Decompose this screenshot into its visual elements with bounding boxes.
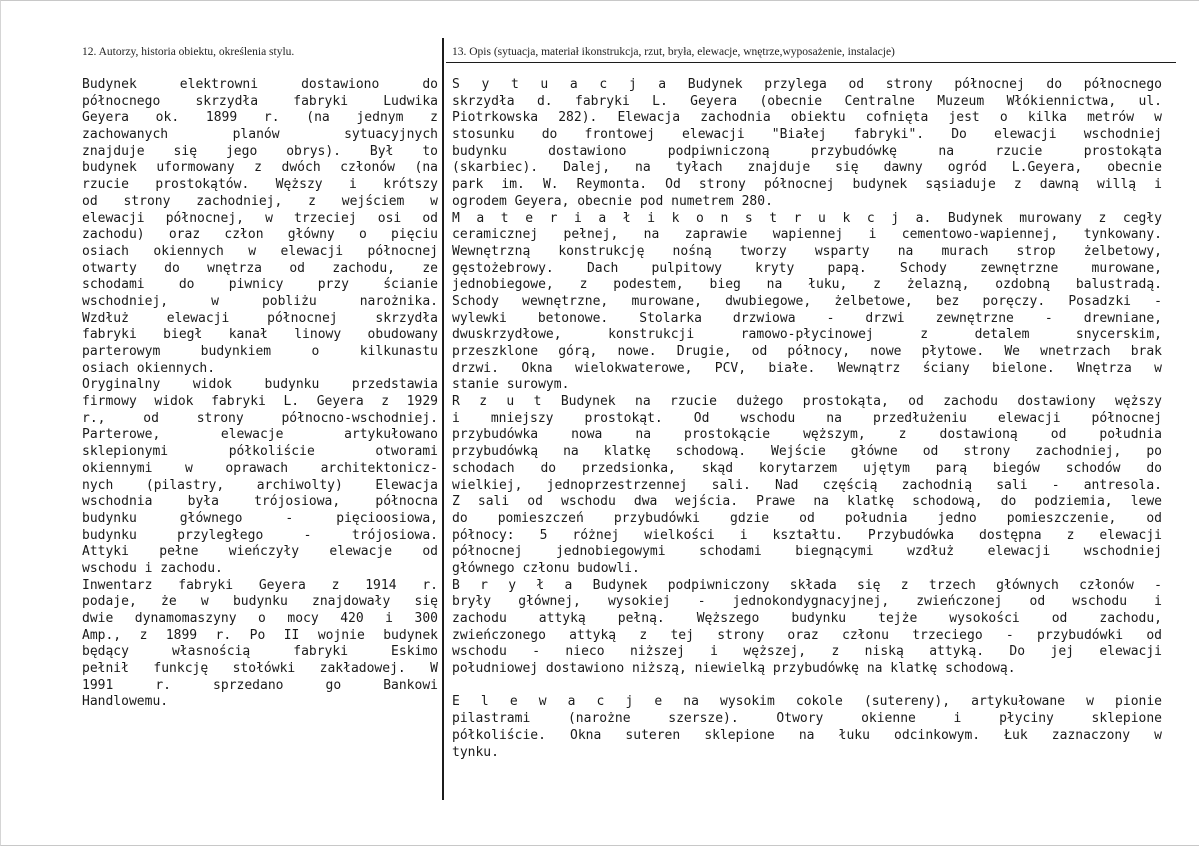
text-line: głównego członu budowli. (452, 560, 640, 576)
text-line: schodach do przedsionka, skąd korytarzem ujętym parą biegów schodów do (452, 460, 1162, 476)
text-line: znajduje się jego obrys). Był to (82, 143, 438, 159)
text-line: nych (pilastry, archiwolty) Elewacja (82, 477, 438, 493)
text-line: Amp., z 1899 r. Po II wojnie budynek (82, 627, 438, 643)
paragraph-gap (452, 678, 1162, 695)
text-line: 1991 r. sprzedano go Bankowi (82, 677, 438, 693)
text-line: dwie dynamomaszyny o mocy 420 i 300 (82, 611, 438, 626)
text-line: ogrodem Geyera, obecnie pod numetrem 280. (452, 193, 773, 209)
text-line: przeszklone górą, nowe. Drugie, od północy, nowe płytowe. We wnetrzach brak (452, 344, 1162, 359)
text-line: północy: 5 różnej wielkości i kształtu. Przybudówka dostępna z elewacji (452, 527, 1162, 543)
text-line: od strony zachodniej, z wejściem w (82, 193, 438, 209)
text-line: osiach okiennych w elewacji północnej (82, 243, 438, 259)
text-line: firmowy widok fabryki L. Geyera z 1929 (82, 394, 438, 410)
text-line: gęstożebrowy. Dach pulpitowy kryty papą. Schody zewnętrzne murowane, (452, 260, 1162, 276)
text-line: dwuskrzydłowe, konstrukcji ramowo-płycinowej z detalem snycerskim, (452, 327, 1162, 343)
header-rule (446, 62, 1176, 63)
text-line: ceramicznej pełnej, na zaprawie wapiennej i cementowo-wapiennej, tynkowany. (452, 227, 1162, 243)
text-line: Handlowemu. (82, 694, 169, 710)
text-line: S y t u a c j a Budynek przylega od strony północnej do północnego (452, 77, 1162, 92)
text-line: Wzdłuż elewacji północnej skrzydła (82, 310, 438, 326)
text-line: południowej dostawiono niższą, niewielką przybudówkę na klatkę schodową. (452, 661, 1016, 677)
text-line: okiennymi w oprawach architektonicz- (82, 460, 438, 476)
text-line: i mniejszy prostokąt. Od wschodu na przedłużeniu elewacji północnej (452, 410, 1162, 426)
section-12-header: 12. Autorzy, historia obiektu, określenia stylu. (82, 46, 295, 58)
text-line: Wewnętrzną konstrukcję nośną tworzy wsparty na murach strop żelbetowy, (452, 243, 1162, 259)
text-line: parterowym budynkiem o kilkunastu (82, 344, 438, 359)
text-line: stanie surowym. (452, 377, 570, 393)
history-text-column (82, 77, 438, 711)
text-line: Budynek elektrowni dostawiono do (82, 77, 438, 92)
text-line: pilastrami (narożne szersze). Otwory okienne i płyciny sklepione (452, 711, 1162, 727)
text-line: północnego skrzydła fabryki Ludwika (82, 93, 438, 109)
text-line: Inwentarz fabryki Geyera z 1914 r. (82, 577, 438, 593)
text-line: bryły głównej, wysokiej - jednokondygnacyjnej, zwieńczonej od wschodu i (452, 594, 1162, 610)
text-line: stosunku do frontowej elewacji "Białej fabryki". Do elewacji wschodniej (452, 127, 1162, 143)
text-line: Oryginalny widok budynku przedstawia (82, 377, 438, 393)
text-line: zachowanych planów sytuacyjnych (82, 127, 438, 143)
text-line: jednobiegowe, z podestem, bieg na łuku, z żelazną, ozdobną balustradą. (452, 277, 1162, 293)
text-line: E l e w a c j e na wysokim cokole (sutereny), artykułowane w pionie (452, 694, 1162, 710)
text-line: Schody wewnętrzne, murowane, dwubiegowe, żelbetowe, bez poręczy. Posadzki - (452, 293, 1162, 309)
section-13-header: 13. Opis (sytuacja, materiał ikonstrukcja, rzut, bryła, elewacje, wnętrze,wyposażenie, instalacje) (452, 46, 895, 58)
text-line: B r y ł a Budynek podpiwniczony składa się z trzech głównych członów - (452, 577, 1162, 593)
text-line: Attyki pełne wieńczyły elewacje od (82, 544, 438, 560)
text-line: zwieńczonego attyką z tej strony oraz członu trzeciego - przybudówki od (452, 627, 1162, 643)
text-line: zachodu attyką pełną. Węższego budynku tejże wysokości od zachodu, (452, 611, 1162, 626)
text-line: podaje, że w budynku znajdowały się (82, 594, 438, 610)
text-line: budynek uformowany z dwóch członów (na (82, 160, 438, 176)
text-line: północnej jednobiegowymi schodami biegnącymi wzdłuż elewacji wschodniej (452, 544, 1162, 560)
text-line: pełnił funkcję stołówki zakładowej. W (82, 661, 438, 677)
text-line: budynku przyległego - trójosiowa. (82, 527, 438, 543)
text-line: schodami do piwnicy przy ścianie (82, 277, 438, 293)
text-line: (skarbiec). Dalej, na tyłach znajduje się dawny ogród L.Geyera, obecnie (452, 160, 1162, 176)
text-line: zachodu) oraz człon główny o pięciu (82, 227, 438, 243)
text-line: R z u t Budynek na rzucie dużego prostokąta, od zachodu dostawiony węższy (452, 394, 1162, 410)
text-line: park im. W. Reymonta. Od strony północnej budynek sąsiaduje z dawną willą i (452, 177, 1162, 193)
text-line: budynku dostawiono podpiwniczoną przybudówkę na rzucie prostokąta (452, 143, 1162, 159)
text-line: wschodu i zachodu. (82, 560, 223, 576)
text-line: półkoliście. Okna suteren sklepione na łuku odcinkowym. Łuk zaznaczony w (452, 727, 1162, 743)
text-line: wschodniej, w pobliżu narożnika. (82, 293, 438, 309)
text-line: będący własnością fabryki Eskimo (82, 644, 438, 660)
text-line: r., od strony północno-wschodniej. (82, 410, 438, 426)
text-line: tynku. (452, 744, 499, 760)
text-line: elewacji północnej, w trzeciej osi od (82, 210, 438, 226)
text-line: Piotrkowska 282). Elewacja zachodnia obiektu cofnięta jest o kilka metrów w (452, 110, 1162, 126)
text-line: wielkiej, jednoprzestrzennej sali. Nad częścią zachodnią sali - antresola. (452, 477, 1162, 493)
text-line: otwarty do wnętrza od zachodu, ze (82, 260, 438, 276)
text-line: wylewki betonowe. Stolarka drzwiowa - drzwi zewnętrzne - drewniane, (452, 310, 1162, 326)
text-line: Geyera ok. 1899 r. (na jednym z (82, 110, 438, 126)
text-line: drzwi. Okna wielokwaterowe, PCV, białe. Wewnątrz ściany bielone. Wnętrza w (452, 360, 1162, 376)
text-line: Z sali od wschodu dwa wejścia. Prawe na klatkę schodową, do podziemia, lewe (452, 494, 1162, 510)
text-line: przybudówką na klatkę schodową. Wejście główne od strony zachodniej, po (452, 444, 1162, 460)
text-line: osiach okiennych. (82, 360, 216, 376)
text-line: do pomieszczeń przybudówki gdzie od południa jedno pomieszczenie, od (452, 510, 1162, 526)
text-line: M a t e r i a ł i k o n s t r u k c j a. Budynek murowany z cegły (452, 210, 1162, 226)
text-line: wschodnia była trójosiowa, północna (82, 494, 438, 510)
text-line: skrzydła d. fabryki L. Geyera (obecnie Centralne Muzeum Włókiennictwa, ul. (452, 93, 1162, 109)
text-line: przybudówka nowa na prostokącie węższym, z dostawioną od południa (452, 427, 1162, 443)
text-line: Parterowe, elewacje artykułowano (82, 427, 438, 443)
description-text-column (452, 77, 1162, 761)
text-line: budynku głównego - pięcioosiowa, (82, 510, 438, 526)
text-line: wschodu - nieco niższej i węższej, z niską attyką. Do jej elewacji (452, 644, 1162, 660)
text-line: sklepionymi półkoliście otworami (82, 444, 438, 460)
text-line: fabryki biegł kanał linowy obudowany (82, 327, 438, 343)
text-line: rzucie prostokątów. Węższy i krótszy (82, 177, 438, 193)
column-divider (442, 38, 444, 800)
